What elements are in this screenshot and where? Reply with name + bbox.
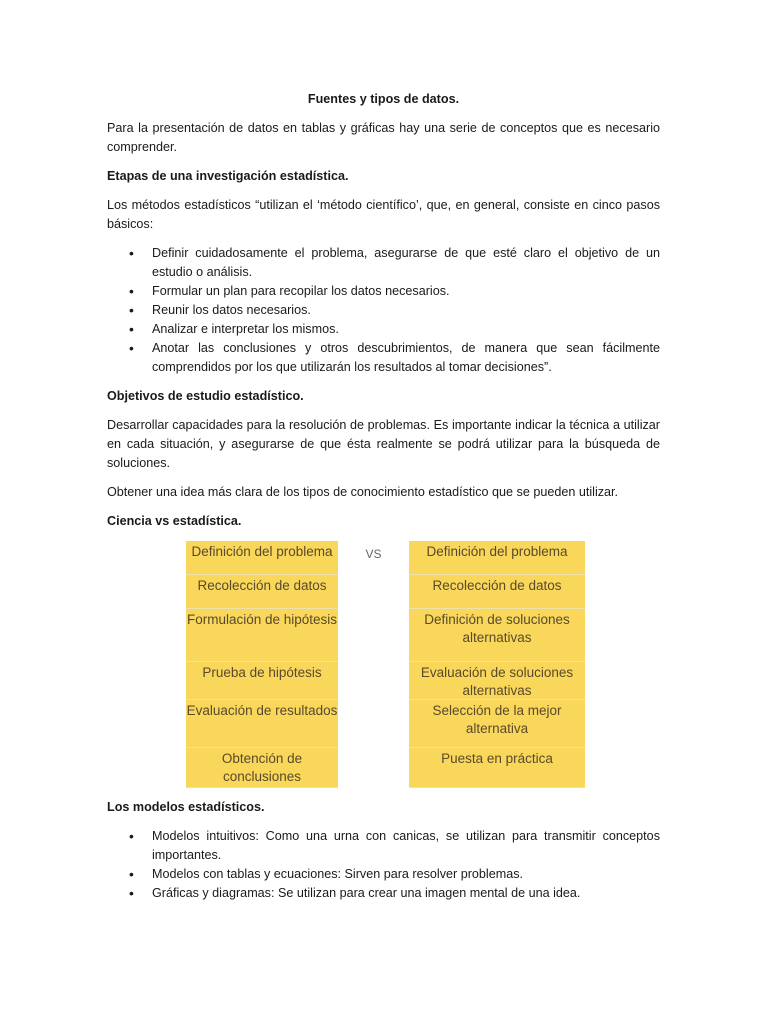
- bullet-icon: •: [129, 283, 134, 299]
- right-step: Selección de la mejor alternativa: [409, 700, 585, 748]
- list-item: • Anotar las conclusiones y otros descubrimientos, de manera que sean fácilmente comprendidos por los que utilizarán los resultados al tomar decisiones”.: [129, 340, 660, 374]
- vs-spacer: [338, 609, 409, 662]
- right-step: Definición de soluciones alternativas: [409, 609, 585, 662]
- list-item: • Modelos con tablas y ecuaciones: Sirven para resolver problemas.: [129, 866, 524, 882]
- vs-spacer: [338, 662, 409, 700]
- intro-paragraph: Para la presentación de datos en tablas y gráficas hay una serie de conceptos que es necesario comprender.: [107, 121, 660, 154]
- ciencia-vs-estadistica-diagram: [186, 541, 585, 788]
- list-item: • Modelos intuitivos: Como una urna con canicas, se utilizan para transmitir conceptos importantes.: [129, 828, 660, 862]
- vs-spacer: [338, 700, 409, 748]
- vs-spacer: [338, 748, 409, 788]
- left-step: Definición del problema: [186, 541, 338, 575]
- bullet-icon: •: [129, 302, 134, 318]
- objetivos-paragraph-2: Obtener una idea más clara de los tipos de conocimiento estadístico que se pueden utilizar.: [107, 485, 619, 499]
- right-step: Puesta en práctica: [409, 748, 585, 788]
- etapas-list: [107, 244, 660, 377]
- list-item: • Formular un plan para recopilar los datos necesarios.: [129, 283, 450, 299]
- etapas-heading: Etapas de una investigación estadística.: [107, 169, 349, 183]
- left-step: Formulación de hipótesis: [186, 609, 338, 662]
- list-item: • Analizar e interpretar los mismos.: [129, 321, 339, 337]
- bullet-icon: •: [129, 885, 134, 901]
- modelos-list: [107, 827, 660, 903]
- objetivos-heading: Objetivos de estudio estadístico.: [107, 389, 304, 403]
- vs-label: VS: [338, 541, 409, 575]
- right-step: Definición del problema: [409, 541, 585, 575]
- list-item: • Reunir los datos necesarios.: [129, 302, 311, 318]
- left-step: Evaluación de resultados: [186, 700, 338, 748]
- right-step: Evaluación de soluciones alternativas: [409, 662, 585, 700]
- bullet-icon: •: [129, 321, 134, 337]
- left-step: Prueba de hipótesis: [186, 662, 338, 700]
- left-step: Recolección de datos: [186, 575, 338, 609]
- document-page: [107, 90, 660, 913]
- list-item: • Gráficas y diagramas: Se utilizan para crear una imagen mental de una idea.: [129, 885, 581, 901]
- bullet-icon: •: [129, 340, 134, 356]
- modelos-heading: Los modelos estadísticos.: [107, 800, 265, 814]
- list-item: • Definir cuidadosamente el problema, asegurarse de que esté claro el objetivo de un estudio o análisis.: [129, 245, 660, 279]
- bullet-icon: •: [129, 866, 134, 882]
- document-title: Fuentes y tipos de datos.: [307, 92, 460, 106]
- left-step: Obtención de conclusiones: [186, 748, 338, 788]
- right-step: Recolección de datos: [409, 575, 585, 609]
- bullet-icon: •: [129, 245, 134, 261]
- etapas-paragraph: Los métodos estadísticos “utilizan el ‘método científico’, que, en general, consiste en cinco pasos básicos:: [107, 198, 660, 231]
- vs-spacer: [338, 575, 409, 609]
- objetivos-paragraph-1: Desarrollar capacidades para la resolución de problemas. Es importante indicar la técnica a utilizar en cada situación, y asegurarse de que ésta realmente se podrá utilizar para la búsqueda de soluciones.: [107, 418, 660, 470]
- ciencia-heading: Ciencia vs estadística.: [107, 514, 242, 528]
- bullet-icon: •: [129, 828, 134, 844]
